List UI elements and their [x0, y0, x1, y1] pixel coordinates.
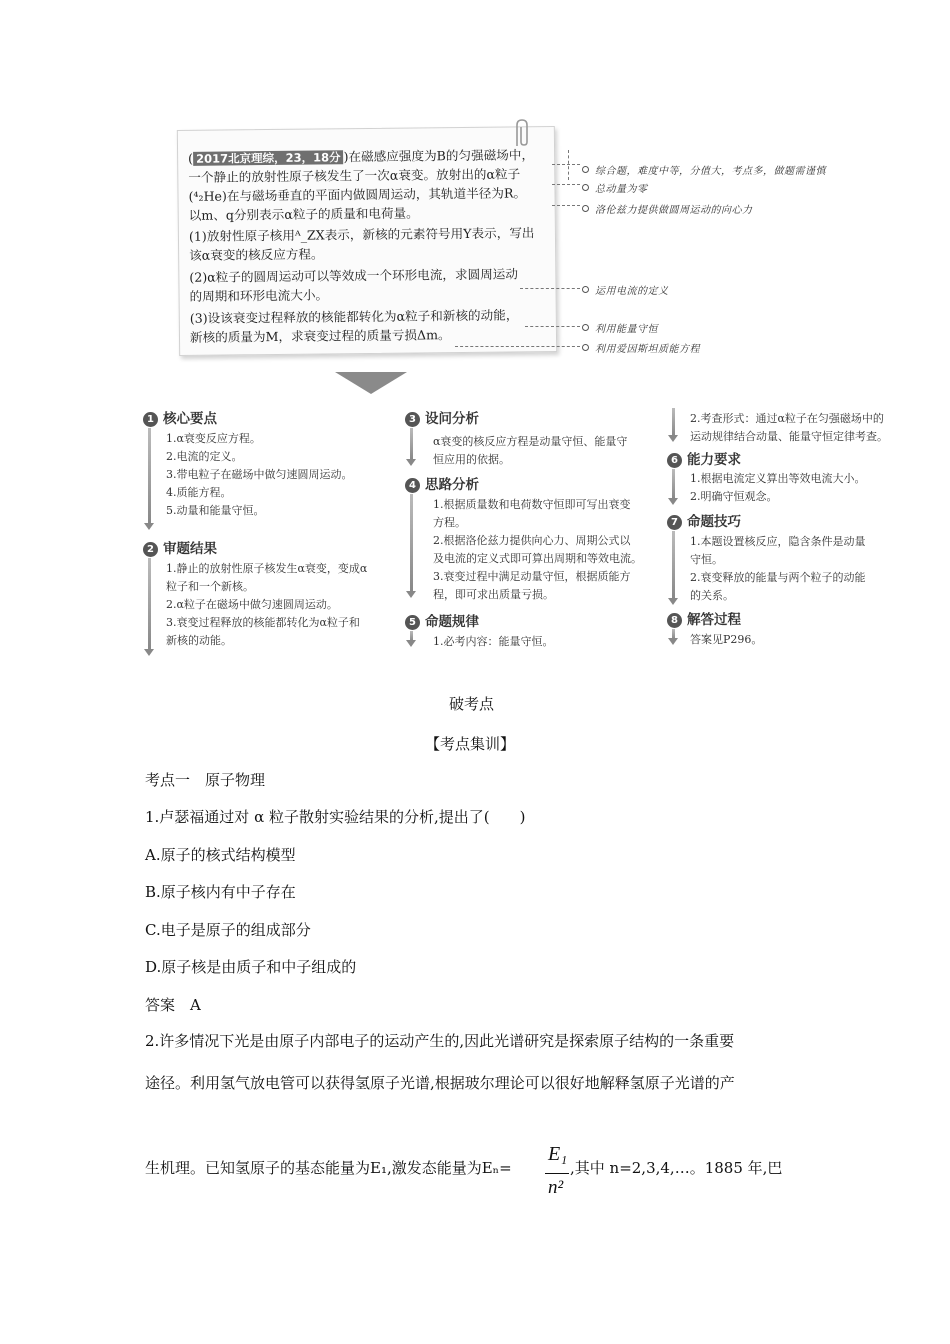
annotation-4: 运用电流的定义 [582, 282, 669, 297]
problem-line-6: 该α衰变的核反应方程。 [189, 246, 324, 263]
section-solution-title: 8 解答过程 [667, 608, 741, 628]
section-review-results-title: 2 审题结果 [143, 537, 217, 557]
problem-line-10: 新核的质量为M，求衰变过程的质量亏损Δm。 [189, 327, 451, 345]
fraction-denominator: n² [548, 1177, 564, 1198]
section-core-points-title: 1 核心要点 [143, 407, 217, 427]
fraction-numerator: E₁ [548, 1143, 568, 1165]
question-2-line-3a: 生机理。已知氢原子的基态能量为E₁,激发态能量为Eₙ= [145, 1159, 512, 1177]
problem-card [177, 126, 557, 356]
topic-title: 考点一 原子物理 [145, 771, 266, 789]
section-technique-body: 1.本题设置核反应，隐含条件是动量 守恒。 2.衰变释放的能量与两个粒子的动能 的关系。 [690, 535, 866, 602]
problem-line-7: (2)α粒子的圆周运动可以等效成一个环形电流，求圆周运动 [189, 266, 519, 285]
section-pattern-body: 1.必考内容：能量守恒。 [433, 635, 554, 648]
question-1: 1.卢瑟福通过对 α 粒子散射实验结果的分析,提出了( ) [145, 808, 526, 826]
section-question-analysis-body: α衰变的核反应方程是动量守恒、能量守 恒应用的依据。 [433, 435, 628, 466]
page-heading: 破考点 [449, 695, 495, 713]
problem-source: 2017北京理综，23，18分 [193, 150, 344, 166]
option-b: B.原子核内有中子存在 [145, 883, 296, 901]
section-ability-body: 1.根据电流定义算出等效电流大小。 2.明确守恒观念。 [690, 472, 866, 503]
section-core-points-body: 1.α衰变反应方程。 2.电流的定义。 3.带电粒子在磁场中做匀速圆周运动。 4.质能方程。 5.动量和能量守恒。 [166, 432, 353, 517]
section-review-results-body: 1.静止的放射性原子核发生α衰变，变成α 粒子和一个新核。 2.α粒子在磁场中做匀速圆周运动。 3.衰变过程释放的核能都转化为α粒子和 新核的动能。 [166, 562, 368, 647]
problem-line-5: (1)放射性原子核用ᴬ_ZX表示，新核的元素符号用Y表示，写出 [188, 225, 535, 244]
question-2-line-1: 2.许多情况下光是由原子内部电子的运动产生的,因此光谱研究是探索原子结构的一条重要 [145, 1032, 735, 1050]
section-approach-title: 4 思路分析 [405, 473, 479, 493]
annotation-2: 总动量为零 [582, 180, 648, 195]
option-c: C.电子是原子的组成部分 [145, 921, 311, 939]
annotation-1: 综合题，难度中等，分值大，考点多，做题需谨慎 [582, 162, 826, 177]
problem-line-8: 的周期和环形电流大小。 [189, 287, 329, 304]
page-subheading: 【考点集训】 [425, 735, 516, 753]
paperclip-icon [511, 118, 533, 148]
problem-line-2: 一个静止的放射性原子核发生了一次α衰变。放射出的α粒子 [188, 166, 521, 185]
problem-line-4: 以m、q分别表示α粒子的质量和电荷量。 [188, 205, 419, 223]
section-question-analysis-title: 3 设问分析 [405, 407, 479, 427]
problem-line-9: (3)设该衰变过程释放的核能都转化为α粒子和新核的动能， [189, 307, 519, 326]
fraction-bar [545, 1173, 569, 1174]
annotation-6: 利用爱因斯坦质能方程 [582, 340, 700, 355]
section-approach-body: 1.根据质量数和电荷数守恒即可写出衰变 方程。 2.根据洛伦兹力提供向心力、周期公式以 及电流的定义式即可算出周期和等效电流。 3.衰变过程中满足动量守恒，根据质能方 程，即可求出质量亏损。 [433, 498, 642, 601]
down-arrow-icon [335, 372, 407, 394]
question-2-line-2: 途径。利用氢气放电管可以获得氢原子光谱,根据玻尔理论可以很好地解释氢原子光谱的产 [145, 1074, 735, 1092]
answer-1: 答案 A [145, 996, 201, 1014]
section-solution-body: 答案见P296。 [690, 633, 763, 646]
annotation-5: 利用能量守恒 [582, 320, 658, 335]
question-2-line-3b: ,其中 n=2,3,4,…。1885 年,巴 [570, 1159, 783, 1177]
problem-line-3: (⁴₂He)在与磁场垂直的平面内做圆周运动，其轨道半径为R。 [188, 185, 527, 204]
section-ability-title: 6 能力要求 [667, 448, 741, 468]
section-pattern-title: 5 命题规律 [405, 610, 479, 630]
option-a: A.原子的核式结构模型 [145, 846, 296, 864]
option-d: D.原子核是由质子和中子组成的 [145, 958, 357, 976]
section-pattern-continued-body: 2.考查形式：通过α粒子在匀强磁场中的 运动规律结合动量、能量守恒定律考查。 [690, 412, 888, 443]
section-technique-title: 7 命题技巧 [667, 510, 741, 530]
problem-line-1: ( 2017北京理综，23，18分 )在磁感应强度为B的匀强磁场中， [188, 147, 535, 166]
annotation-3: 洛伦兹力提供做圆周运动的向心力 [582, 201, 753, 216]
